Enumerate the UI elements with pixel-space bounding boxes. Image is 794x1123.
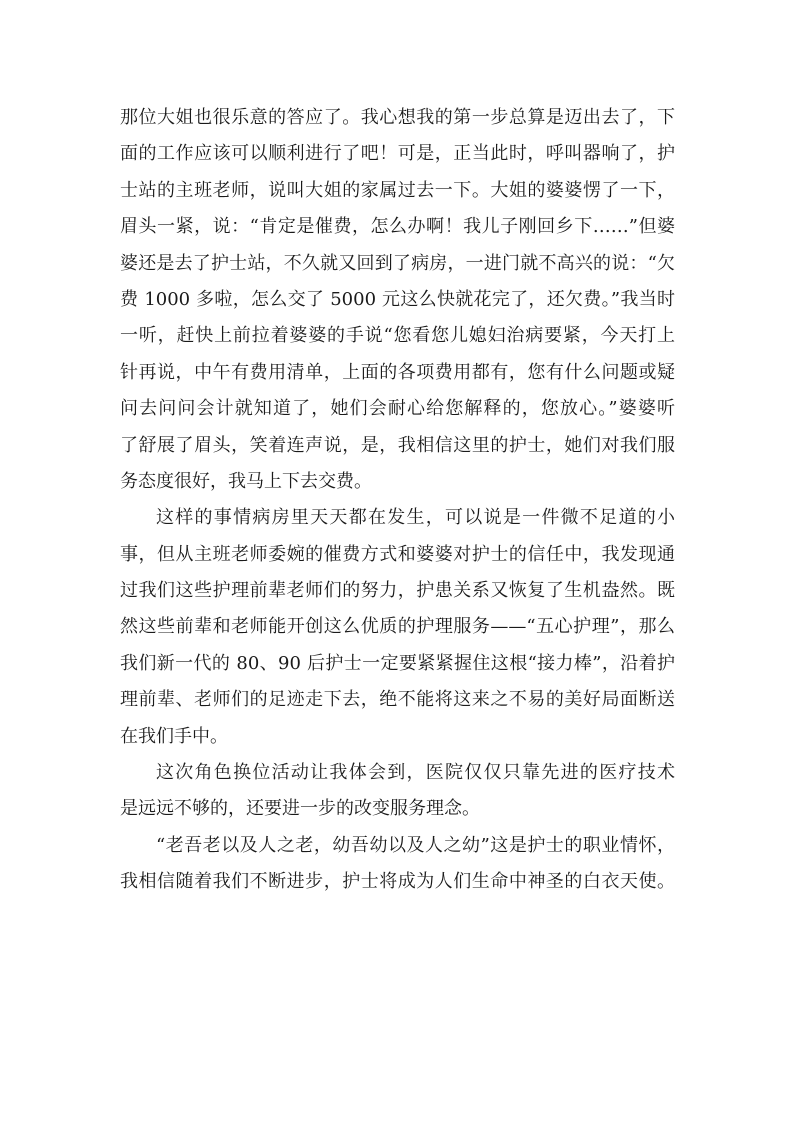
text-line: 那位大姐也很乐意的答应了。我心想我的第一步总算是迈出去了，下 [120,107,675,128]
text-line: 我相信随着我们不断进步，护士将成为人们生命中神圣的白衣天使。 [120,871,675,893]
paragraph-1 [120,100,675,500]
text-line: 过我们这些护理前辈老师们的努力，护患关系又恢复了生机盎然。既 [120,580,675,602]
text-line: 理前辈、老师们的足迹走下去，绝不能将这来之不易的美好局面断送 [120,689,675,711]
text-line: 眉头一紧，说：“肯定是催费，怎么办啊！我儿子刚回乡下……”但婆 [120,216,675,238]
text-line: 事，但从主班老师委婉的催费方式和婆婆对护士的信任中，我发现通 [120,543,675,565]
text-line: 我们新一代的 80、90 后护士一定要紧紧握住这根“接力棒”，沿着护 [120,652,675,674]
text-line: 这样的事情病房里天天都在发生，可以说是一件微不足道的小 [156,507,675,529]
text-line: 面的工作应该可以顺利进行了吧！可是，正当此时，呼叫器响了，护 [120,143,675,165]
text-line: 针再说，中午有费用清单，上面的各项费用都有，您有什么问题或疑 [120,361,675,383]
text-line: 费 1000 多啦，怎么交了 5000 元这么快就花完了，还欠费。”我当时 [120,288,675,310]
text-line: 一听，赶快上前拉着婆婆的手说“您看您儿媳妇治病要紧，今天打上 [120,325,675,347]
body-text [120,100,675,901]
paragraph-4 [120,828,675,901]
paragraph-2 [120,500,675,755]
text-line: 婆还是去了护士站，不久就又回到了病房，一进门就不高兴的说：“欠 [120,252,675,274]
text-line: 然这些前辈和老师能开创这么优质的护理服务——“五心护理”，那么 [120,616,675,638]
text-line: “老吾老以及人之老，幼吾幼以及人之幼”这是护士的职业情怀， [156,834,675,856]
text-line: 问去问问会计就知道了，她们会耐心给您解释的，您放心。”婆婆听 [120,398,675,420]
text-line: 这次角色换位活动让我体会到，医院仅仅只靠先进的医疗技术 [156,762,675,784]
text-line: 在我们手中。 [120,725,228,747]
text-line: 务态度很好，我马上下去交费。 [120,470,372,492]
text-line: 是远远不够的，还要进一步的改变服务理念。 [120,798,480,820]
text-line: 士站的主班老师，说叫大姐的家属过去一下。大姐的婆婆愣了一下， [120,179,675,201]
text-line: 了舒展了眉头，笑着连声说，是，我相信这里的护士，她们对我们服 [120,434,675,456]
paragraph-3 [120,755,675,828]
